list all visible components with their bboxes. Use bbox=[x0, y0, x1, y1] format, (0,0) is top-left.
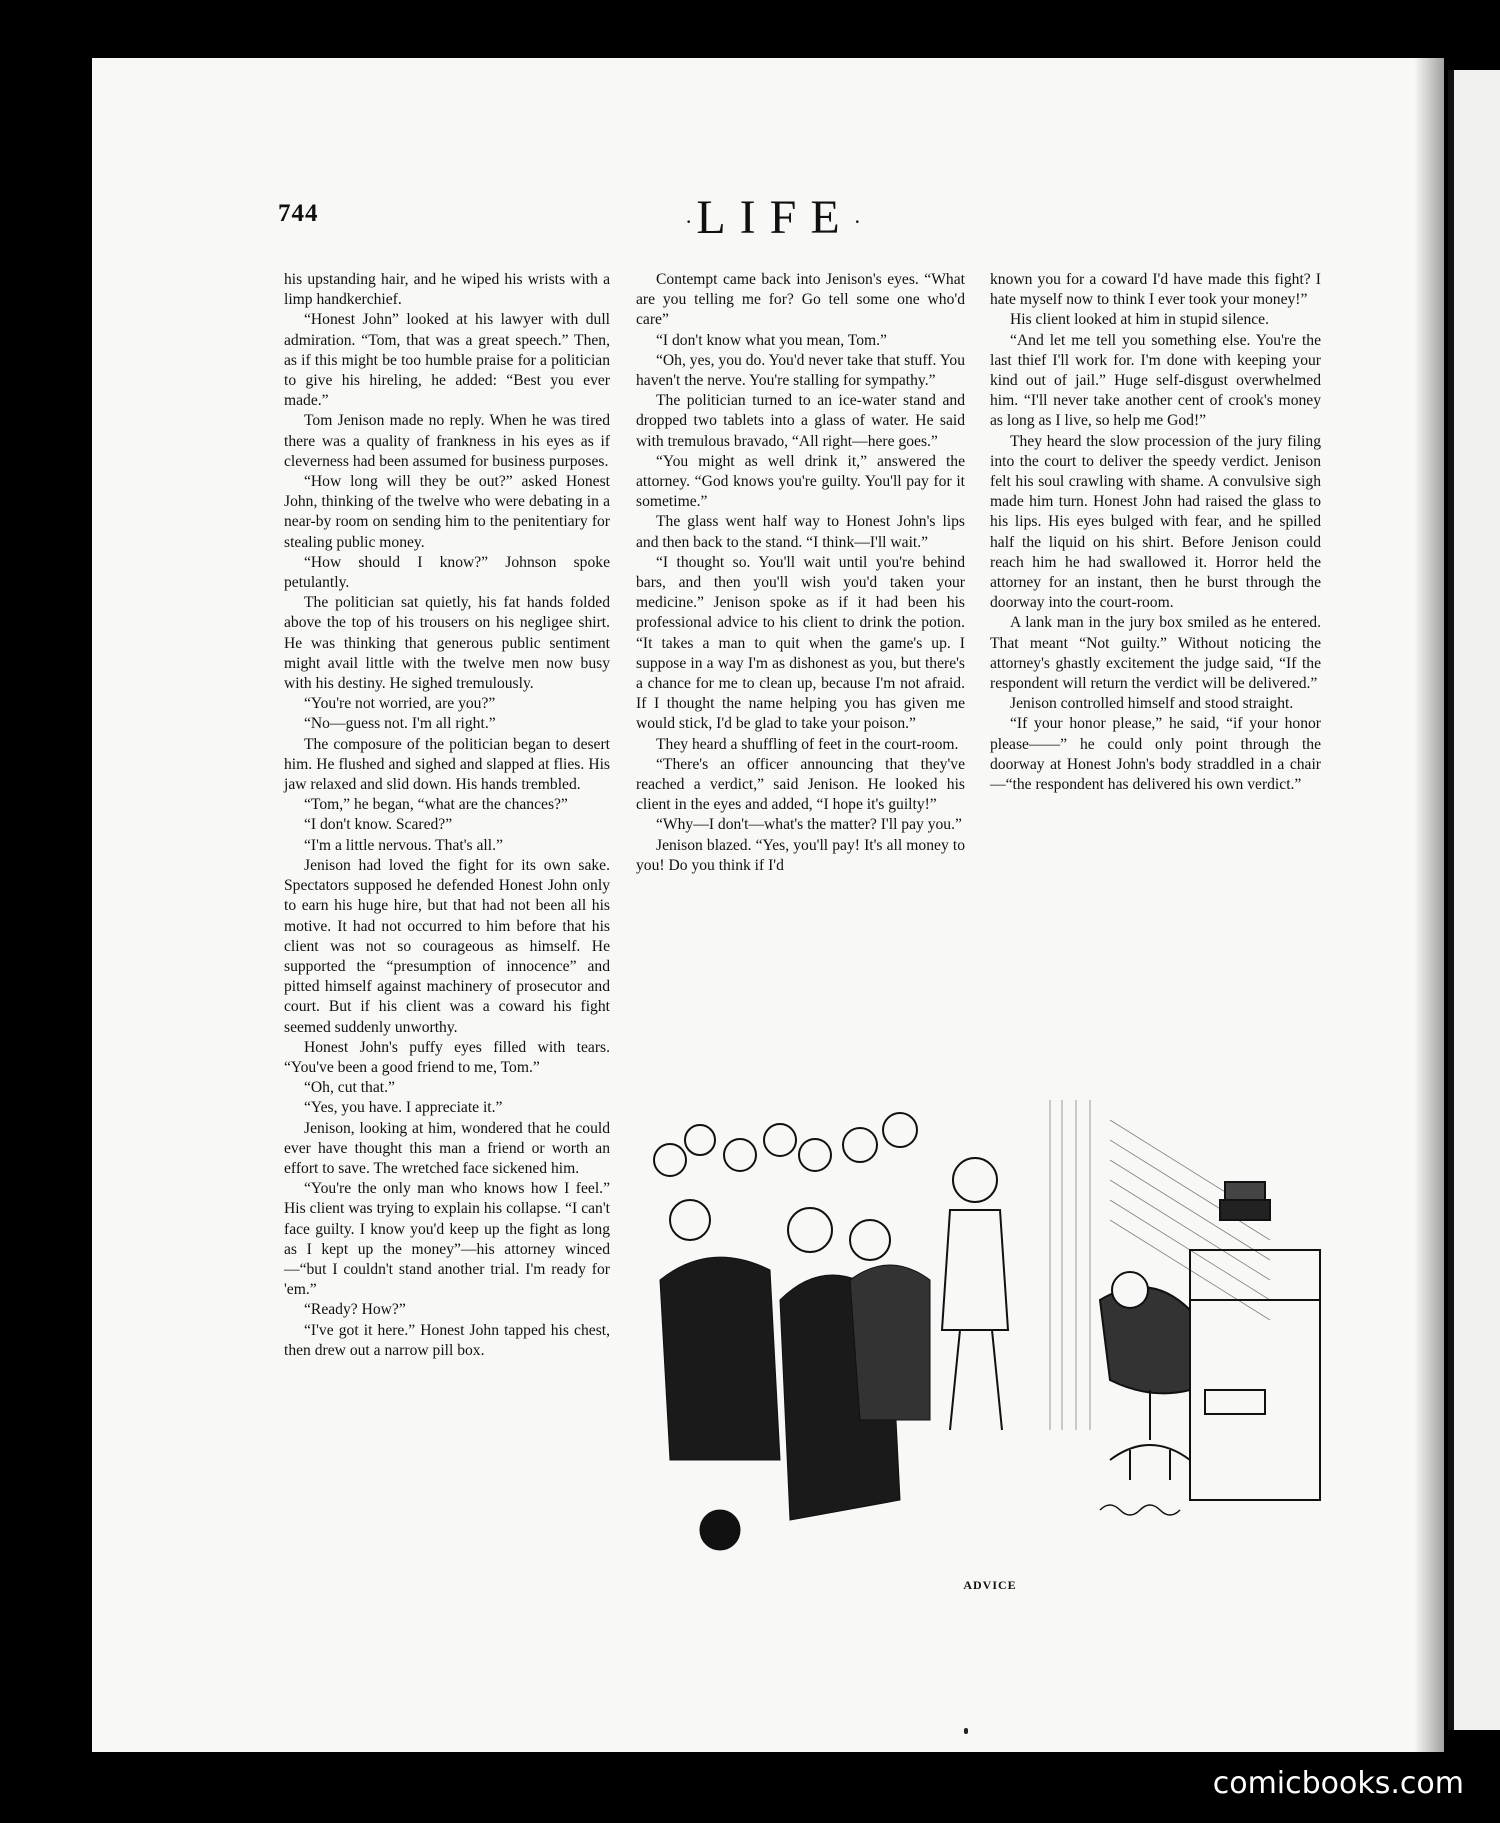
paragraph: Jenison controlled himself and stood straight. bbox=[1010, 695, 1294, 713]
paragraph: Honest John's puffy eyes filled with tears. “You've been a good friend to me, Tom.” bbox=[284, 1038, 610, 1076]
standing-figure bbox=[942, 1158, 1008, 1430]
paragraph: They heard the slow procession of the jury filing into the court to deliver the speedy verdict. Jenison felt his soul crawling with shame. A convulsive sigh made him turn. Honest John had raised the glass to his lips. His eyes bulged with fear, and he spilled half the liquid on his shirt. Before Jenison could reach him he had swallowed it. Horror held the attorney for an instant, then he burst through the doorway into the court-room. bbox=[990, 432, 1321, 612]
page-gutter-shadow bbox=[1414, 58, 1444, 1752]
paragraph: “Why—I don't—what's the matter? I'll pay you.” bbox=[656, 816, 962, 834]
masthead-dot-right: · bbox=[853, 208, 865, 234]
masthead-title: LIFE bbox=[696, 191, 854, 244]
paragraph: “I'm a little nervous. That's all.” bbox=[304, 836, 503, 854]
text-column-1 bbox=[284, 270, 610, 1361]
paragraph: “I've got it here.” Honest John tapped his chest, then drew out a narrow pill box. bbox=[284, 1321, 610, 1359]
paragraph: Contempt came back into Jenison's eyes. “What are you telling me for? Go tell some one who'd care” bbox=[636, 271, 965, 329]
paragraph: “You're not worried, are you?” bbox=[304, 695, 496, 713]
paragraph: Jenison had loved the fight for its own sake. Spectators supposed he defended Honest John only to earn his huge hire, but that had not been all his motive. It had not occurred to him before that his client was not so courageous as himself. He supported the “presumption of innocence” and pitted himself against machinery of prosecutor and court. But if his client was a coward his fight seemed suddenly unworthy. bbox=[284, 856, 610, 1036]
paragraph: His client looked at him in stupid silence. bbox=[1010, 311, 1269, 329]
crowd bbox=[654, 1113, 917, 1260]
masthead-dot-left: · bbox=[685, 208, 697, 234]
paragraph: known you for a coward I'd have made this fight? I hate myself now to think I ever took your money!” bbox=[990, 271, 1321, 309]
paragraph: “You might as well drink it,” answered the attorney. “God knows you're guilty. You'll pay for it sometime.” bbox=[636, 452, 965, 511]
ink-speck bbox=[964, 1728, 968, 1734]
page-number: 744 bbox=[278, 200, 319, 227]
paragraph: Jenison, looking at him, wondered that he could ever have thought this man a friend or worth an effort to save. The wretched face sickened him. bbox=[284, 1119, 610, 1177]
chair-figure bbox=[1100, 1272, 1190, 1480]
paragraph: The composure of the politician began to desert him. He flushed and sighed and slapped at flies. His jaw relaxed and slid down. His hands trembled. bbox=[284, 735, 610, 794]
text-column-2 bbox=[636, 270, 965, 876]
paragraph: The politician turned to an ice-water stand and dropped two tablets into a glass of water. He said with tremulous bravado, “All right—here goes.” bbox=[636, 392, 965, 450]
paragraph: “If your honor please,” he said, “if your honor please——” he could only point through the doorway at Honest John's body straddled in a chair—“the respondent has delivered his own verdict.” bbox=[990, 715, 1321, 794]
paragraph: his upstanding hair, and he wiped his wrists with a limp handkerchief. bbox=[284, 271, 610, 309]
paragraph: “How should I know?” Johnson spoke petulantly. bbox=[284, 553, 610, 592]
paragraph: “Yes, you have. I appreciate it.” bbox=[304, 1099, 503, 1117]
paragraph: “No—guess not. I'm all right.” bbox=[304, 715, 496, 733]
paragraph: The glass went half way to Honest John's lips and then back to the stand. “I think—I'll wait.” bbox=[636, 513, 965, 551]
paragraph: “I don't know what you mean, Tom.” bbox=[656, 331, 887, 349]
paragraph: “Oh, yes, you do. You'd never take that stuff. You haven't the nerve. You're stalling for sympathy.” bbox=[636, 351, 965, 390]
paragraph: “Oh, cut that.” bbox=[304, 1079, 395, 1097]
paragraph: A lank man in the jury box smiled as he entered. That meant “Not guilty.” Without noticing the attorney's ghastly excitement the judge said, “If the respondent will return the verdict will be delivered.” bbox=[990, 614, 1321, 693]
signature-scribble bbox=[1100, 1505, 1180, 1515]
paragraph: “How long will they be out?” asked Honest John, thinking of the twelve who were debating in a near-by room on sending him to the penitentiary for stealing public money. bbox=[284, 473, 610, 551]
illustration-caption: ADVICE bbox=[963, 1578, 1017, 1592]
paragraph: Tom Jenison made no reply. When he was tired there was a quality of frankness in his eyes as if cleverness had been assumed for business purposes. bbox=[284, 412, 610, 470]
paragraph: “Tom,” he began, “what are the chances?” bbox=[304, 796, 568, 814]
crowd-bodies bbox=[660, 1257, 930, 1550]
paragraph: The politician sat quietly, his fat hands folded above the top of his trousers on his negligee shirt. He was thinking that generous public sentiment might avail little with the twelve men now busy with his destiny. He sighed tremulously. bbox=[284, 594, 610, 693]
paragraph: They heard a shuffling of feet in the court-room. bbox=[656, 735, 959, 753]
watermark: comicbooks.com bbox=[1212, 1766, 1464, 1801]
courtroom-illustration bbox=[630, 1100, 1330, 1570]
paragraph: “There's an officer announcing that they've reached a verdict,” said Jenison. He looked his client in the eyes and added, “I hope it's guilty!” bbox=[636, 755, 965, 814]
text-column-3 bbox=[990, 270, 1321, 795]
adjacent-page-edge bbox=[1448, 70, 1500, 1730]
desk bbox=[1190, 1182, 1320, 1500]
paragraph: “I thought so. You'll wait until you're behind bars, and then you'll wish you'd taken your medicine.” Jenison spoke as if it had been his professional advice to his client to drink the potion. “It takes a man to quit when the game's up. I suppose in a way I'm as dishonest as you, but there's a chance for me to clean up, because I'm not afraid. If I thought the name helping you has given me would stick, I'd be glad to take your poison.” bbox=[636, 553, 965, 733]
paragraph: “Honest John” looked at his lawyer with dull admiration. “Tom, that was a great speech.” Then, as if this might be too humble praise for a politician to give his hireling, he added: “Best you ever made.” bbox=[284, 311, 610, 410]
paragraph: “You're the only man who knows how I feel.” His client was trying to explain his collapse. “I can't face guilty. I know you'd keep up the fight as long as I kept up the money”—his attorney winced—“but I couldn't stand another trial. I'm ready for 'em.” bbox=[284, 1180, 610, 1299]
paragraph: “I don't know. Scared?” bbox=[304, 816, 453, 834]
paragraph: Jenison blazed. “Yes, you'll pay! It's all money to you! Do you think if I'd bbox=[636, 836, 965, 874]
paragraph: “And let me tell you something else. You're the last thief I'll work for. I'm done with keeping your kind out of jail.” Huge self-disgust overwhelmed him. “I'll never take another cent of crook's money as long as I live, so help me God!” bbox=[990, 331, 1321, 430]
paragraph: “Ready? How?” bbox=[304, 1301, 406, 1319]
masthead bbox=[640, 190, 910, 245]
